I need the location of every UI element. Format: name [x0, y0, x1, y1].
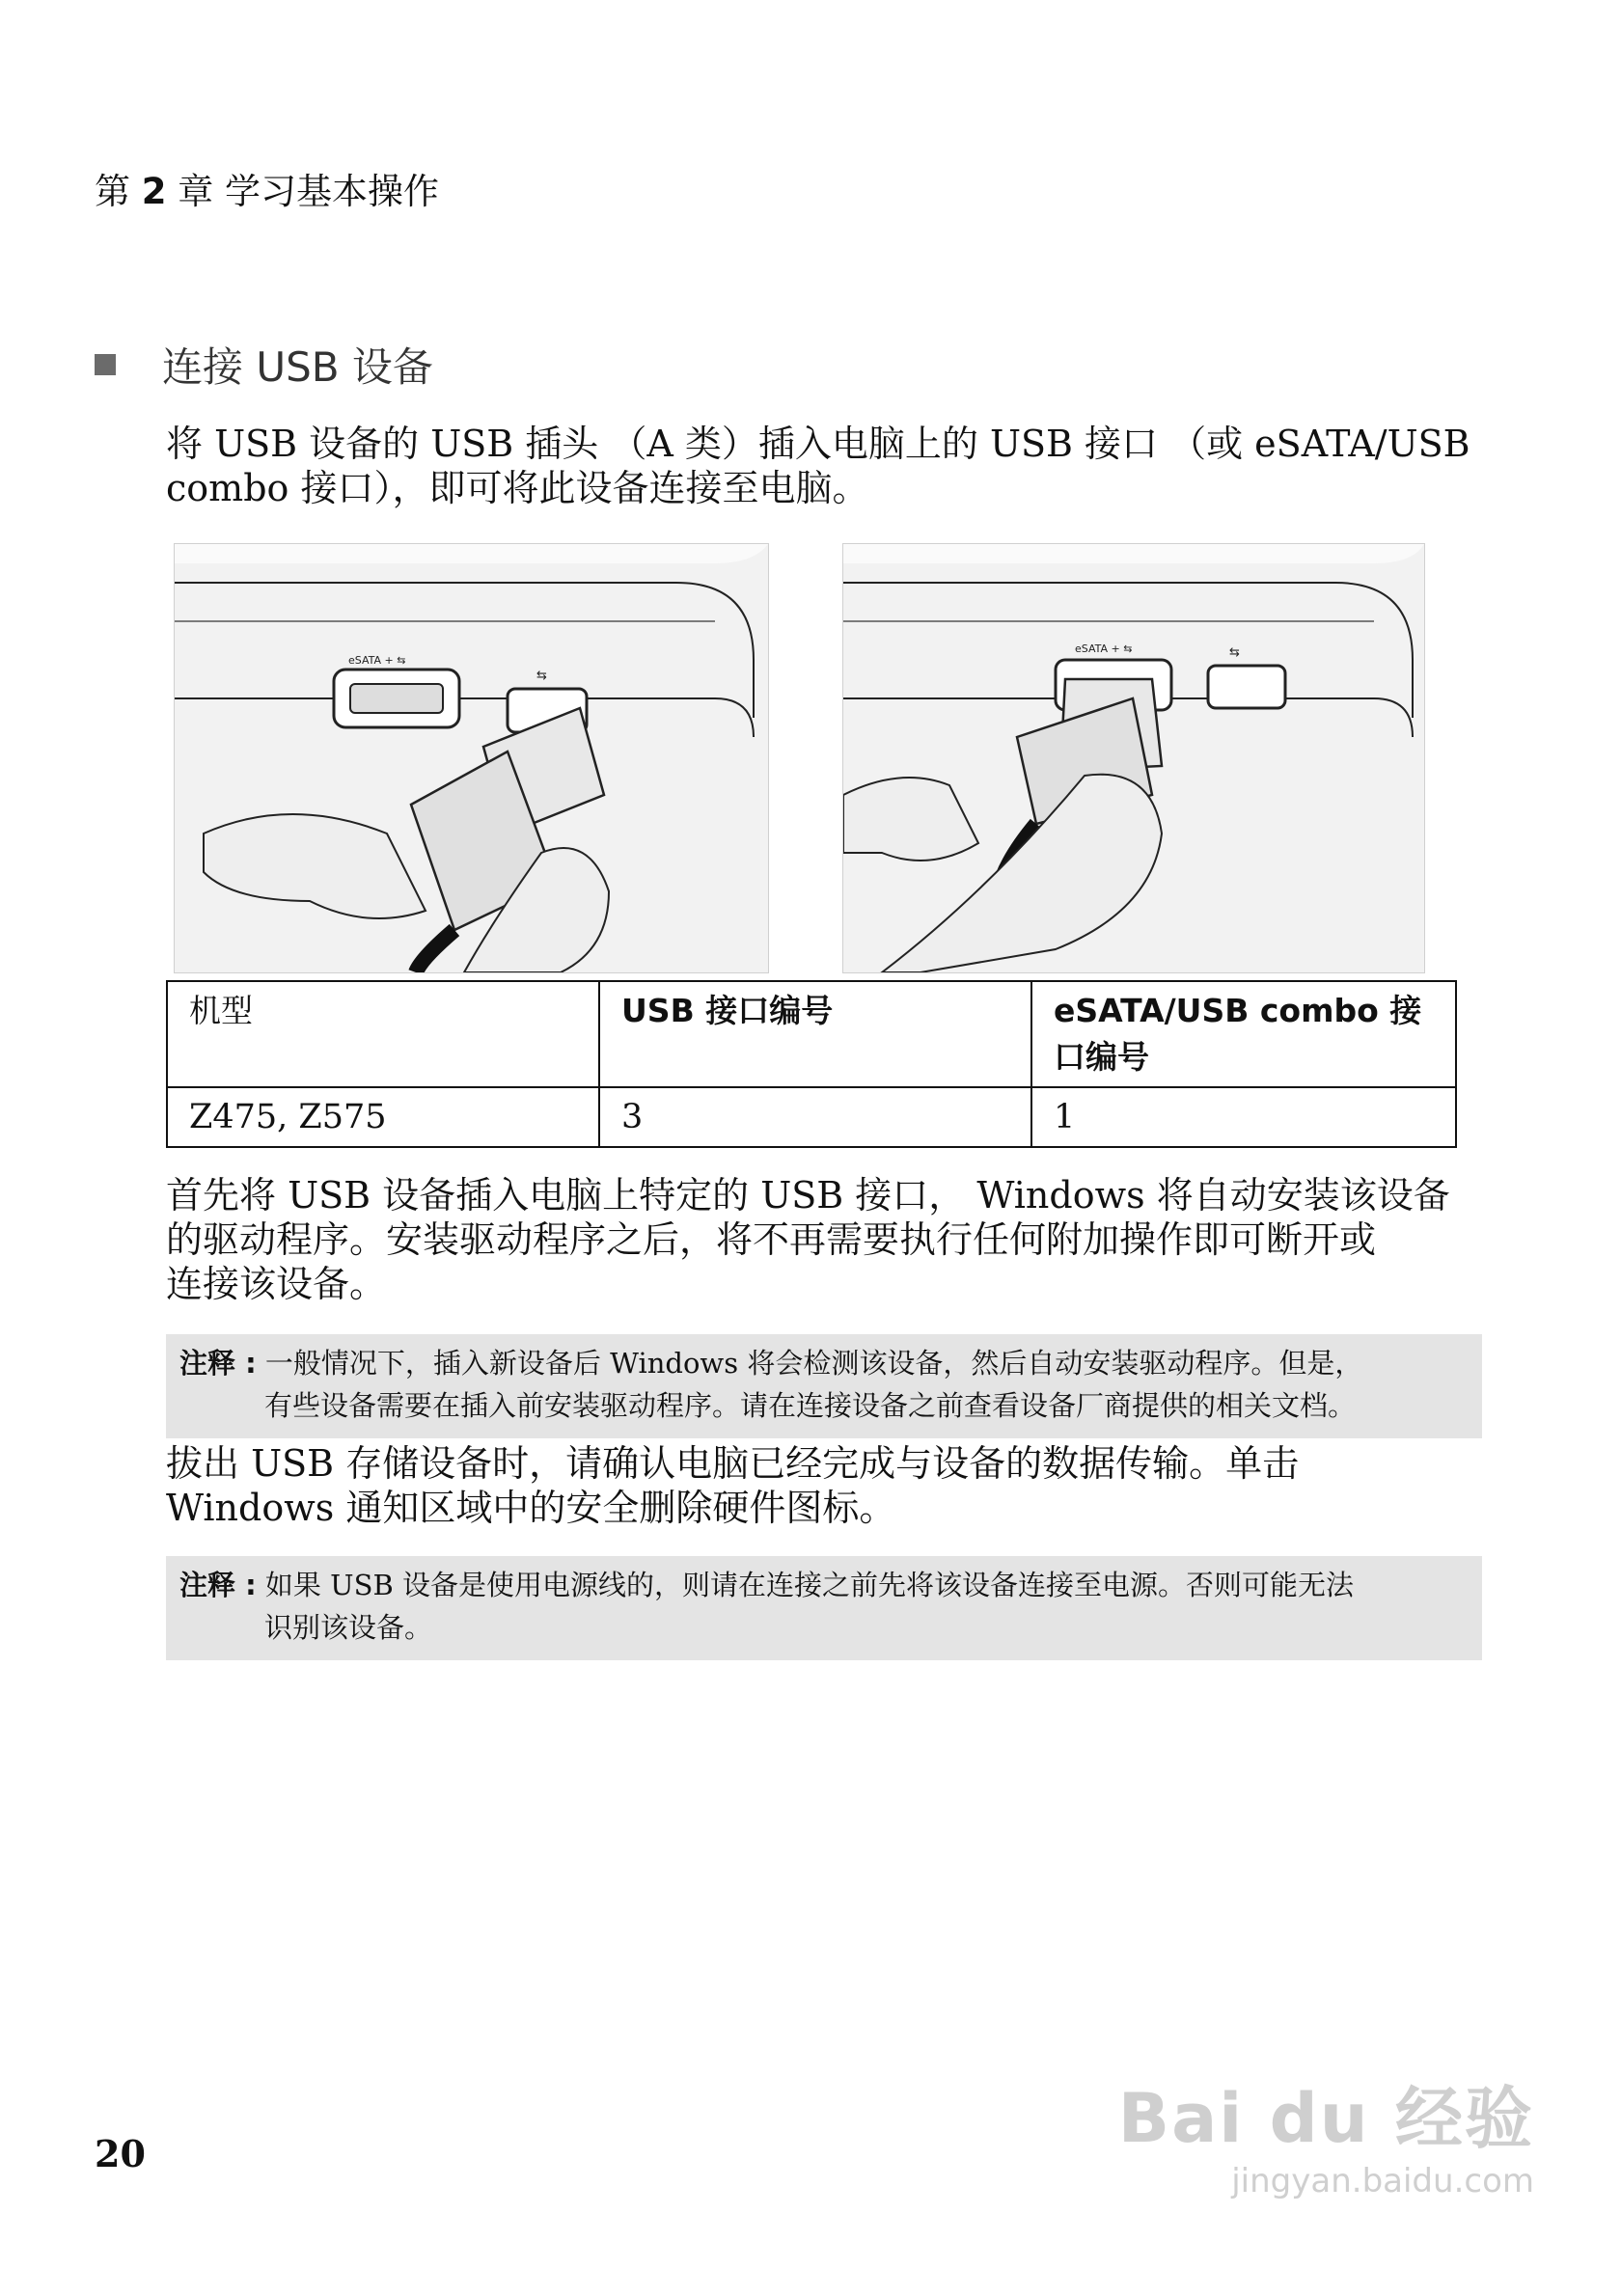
note-label: 注释 : [179, 1569, 257, 1601]
model-port-table [166, 980, 1457, 1148]
note-box-1: 注释 : 一般情况下，插入新设备后 Windows 将会检测该设备，然后自动安装驱动程序。但是， 有些设备需要在插入前安装驱动程序。请在连接设备之前查看设备厂商提供的相关文档。 [166, 1334, 1482, 1438]
table-cell: 3 [599, 1087, 1031, 1147]
note-label: 注释 : [179, 1347, 257, 1380]
table-cell: Z475, Z575 [167, 1087, 599, 1147]
table-row [167, 1087, 1456, 1147]
table-cell: 1 [1031, 1087, 1456, 1147]
svg-text:⇆: ⇆ [1229, 645, 1240, 660]
figure-usb-port-right [842, 543, 1425, 973]
baidu-watermark: Bai du 经验 jingyan.baidu.com [1117, 2079, 1534, 2200]
section-title: 连接 USB 设备 [95, 336, 433, 394]
laptop-usb-illustration-right [843, 544, 1424, 972]
svg-text:⇆: ⇆ [536, 669, 547, 683]
chapter-heading: 第 2 章 学习基本操作 [95, 171, 440, 212]
square-bullet-icon [95, 354, 116, 375]
page-number: 20 [95, 2132, 146, 2175]
note-box-2: 注释 : 如果 USB 设备是使用电源线的，则请在连接之前先将该设备连接至电源。否则可能无法 识别该设备。 [166, 1556, 1482, 1660]
body-paragraph-1: 首先将 USB 设备插入电脑上特定的 USB 接口， Windows 将自动安装该设备 的驱动程序。安装驱动程序之后，将不再需要执行任何附加操作即可断开或 连接该设备。 [166, 1174, 1450, 1305]
laptop-usb-illustration-left [175, 544, 768, 972]
table-header-cell: 机型 [167, 981, 599, 1087]
table-header-cell: USB 接口编号 [599, 981, 1031, 1087]
table-header-cell: eSATA/USB combo 接 口编号 [1031, 981, 1456, 1087]
table-header-row [167, 981, 1456, 1087]
svg-text:eSATA + ⇆: eSATA + ⇆ [1075, 642, 1133, 655]
intro-paragraph: 将 USB 设备的 USB 插头 （A 类）插入电脑上的 USB 接口 （或 eSATA/USB combo 接口），即可将此设备连接至电脑。 [166, 423, 1470, 509]
figure-usb-port-left [174, 543, 769, 973]
body-paragraph-2: 拔出 USB 存储设备时，请确认电脑已经完成与设备的数据传输。单击 Windows 通知区域中的安全删除硬件图标。 [166, 1442, 1300, 1529]
safe-remove-hardware-term: 安全删除硬件 [565, 1487, 786, 1529]
svg-text:eSATA + ⇆: eSATA + ⇆ [348, 654, 406, 667]
